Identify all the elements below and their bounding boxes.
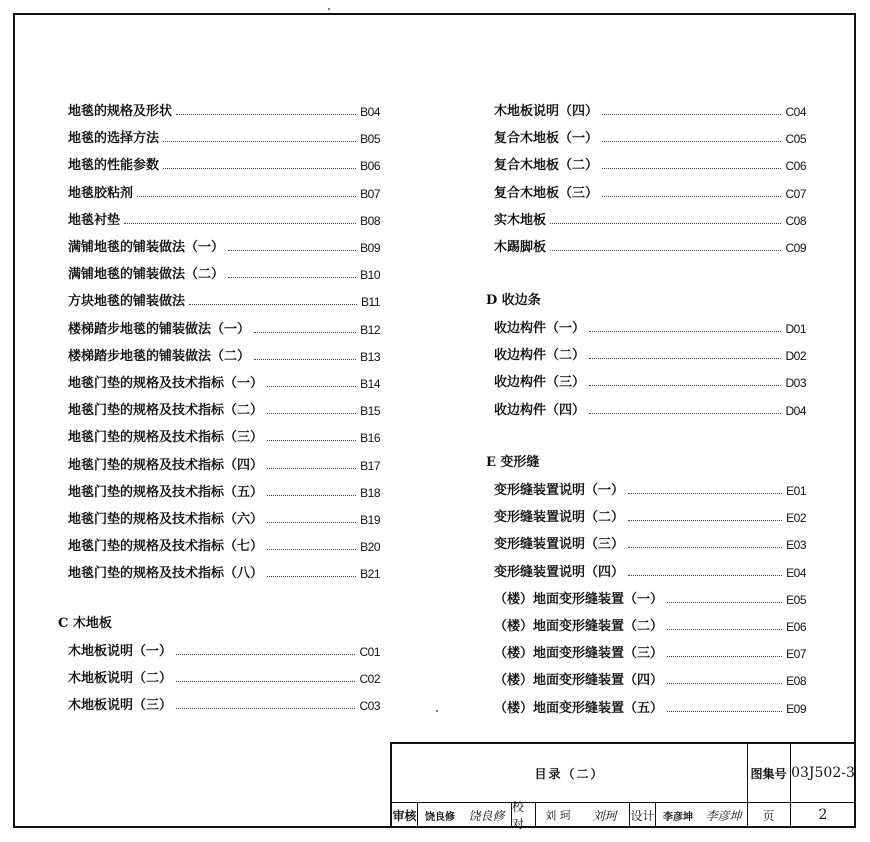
toc-entry-title: 收边构件（一） (494, 321, 586, 336)
toc-entry-code: C06 (785, 159, 806, 174)
leader-dots (176, 681, 355, 682)
leader-dots (602, 196, 781, 197)
leader-dots (176, 654, 355, 655)
toc-entry (494, 478, 806, 498)
reviewer-signature: 饶良修 (462, 802, 512, 828)
toc-entry-title: 复合木地板（二） (494, 158, 599, 174)
leader-dots (667, 629, 782, 630)
toc-entry (494, 235, 806, 255)
toc-entry-title: 变形缝装置说明（四） (494, 564, 625, 580)
leader-dots (267, 549, 356, 550)
toc-entry (494, 316, 806, 336)
leader-dots (667, 656, 782, 657)
toc-entry-title: 地毯的性能参数 (68, 158, 160, 174)
toc-entry-code: B16 (360, 431, 380, 446)
toc-entry (68, 344, 380, 364)
leader-dots (124, 223, 356, 224)
toc-entry-code: B09 (360, 241, 380, 255)
toc-entry-title: 木地板说明（四） (494, 104, 599, 119)
section-heading-c: C 木地板 (58, 616, 112, 631)
toc-entry-code: D02 (785, 349, 806, 364)
toc-entry (68, 639, 380, 659)
toc-entry-title: 变形缝装置说明（三） (494, 537, 625, 553)
toc-entry-title: 方块地毯的铺装做法 (68, 294, 186, 310)
leader-dots (628, 493, 782, 494)
toc-entry (68, 289, 380, 309)
toc-entry (68, 693, 380, 713)
toc-entry (494, 614, 806, 634)
toc-entry-title: 变形缝装置说明（二） (494, 510, 625, 526)
section-heading-e: E 变形缝 (486, 455, 540, 470)
toc-entry-code: E05 (786, 592, 806, 607)
toc-entry-code: E09 (786, 701, 806, 716)
page-number: 2 (818, 807, 828, 823)
leader-dots (267, 386, 356, 387)
toc-entry-title: 地毯衬垫 (68, 212, 121, 228)
toc-entry-title: 木地板说明（三） (68, 698, 173, 714)
toc-entry-title: （楼）地面变形缝装置（四） (494, 673, 664, 689)
leader-dots (589, 331, 781, 332)
leader-dots (267, 495, 356, 496)
toc-entry (68, 235, 380, 255)
toc-entry-title: 满铺地毯的铺装做法（二） (68, 267, 225, 283)
toc-entry-code: E04 (786, 565, 806, 580)
toc-entry-code: E03 (786, 538, 806, 553)
toc-entry (494, 153, 806, 173)
leader-dots (589, 385, 781, 386)
toc-entry (68, 99, 380, 119)
leader-dots (667, 602, 782, 603)
toc-entry (494, 641, 806, 661)
toc-entry-code: C05 (785, 132, 806, 147)
toc-entry (68, 507, 380, 527)
toc-entry-title: 地毯门垫的规格及技术指标（三） (68, 430, 264, 446)
toc-entry-title: 地毯门垫的规格及技术指标（五） (68, 484, 264, 500)
toc-entry-title: 地毯门垫的规格及技术指标（六） (68, 512, 264, 527)
toc-entry-title: 地毯门垫的规格及技术指标（八） (68, 566, 264, 582)
toc-entry-title: （楼）地面变形缝装置（三） (494, 646, 664, 662)
toc-entry-title: 变形缝装置说明（一） (494, 483, 625, 498)
toc-entry (68, 126, 380, 146)
toc-entry-title: 木地板说明（一） (68, 644, 173, 659)
toc-entry (494, 181, 806, 201)
toc-entry-code: B07 (360, 186, 380, 201)
toc-entry (68, 398, 380, 418)
leader-dots (602, 114, 781, 115)
toc-entry-code: B05 (360, 132, 380, 147)
toc-entry-title: 地毯的选择方法 (68, 131, 160, 147)
leader-dots (628, 575, 782, 576)
toc-entry-title: 地毯门垫的规格及技术指标（七） (68, 539, 264, 555)
toc-entry (494, 126, 806, 146)
checker-signature: 刘珂 (580, 802, 630, 828)
toc-entry (68, 153, 380, 173)
toc-entry (494, 505, 806, 525)
designer-name: 李彦坤 (663, 811, 693, 823)
designer-signature: 李彦坤 (705, 808, 742, 823)
atlas-number: 03J502-3 (791, 765, 855, 781)
toc-entry-code: B17 (360, 458, 380, 473)
toc-entry-code: B12 (360, 322, 380, 337)
toc-entry (494, 208, 806, 228)
toc-entry-title: （楼）地面变形缝装置（二） (494, 619, 664, 634)
toc-entry (494, 668, 806, 688)
toc-entry-code: B14 (360, 377, 380, 391)
leader-dots (267, 522, 356, 523)
toc-entry (68, 262, 380, 282)
toc-entry-title: 收边构件（四） (494, 402, 586, 418)
review-label: 审核 (392, 802, 418, 828)
toc-entry-code: D01 (785, 322, 806, 336)
checker-name: 刘 珂 (545, 809, 571, 822)
toc-entry-code: C07 (785, 186, 806, 201)
toc-entry (68, 317, 380, 337)
toc-entry (68, 453, 380, 473)
toc-entry-title: 地毯胶粘剂 (68, 185, 134, 201)
toc-entry-code: C08 (785, 213, 806, 228)
toc-entry (68, 371, 380, 391)
toc-entry (68, 561, 380, 581)
atlas-label: 图集号 (750, 766, 787, 781)
toc-entry-code: E01 (786, 484, 806, 498)
leader-dots (254, 359, 356, 360)
scan-speck (436, 710, 438, 712)
leader-dots (589, 413, 781, 414)
leader-dots (602, 168, 781, 169)
reviewer-name: 饶良修 (425, 811, 455, 823)
leader-dots (667, 683, 782, 684)
toc-entry-code: B04 (360, 105, 380, 119)
leader-dots (176, 114, 356, 115)
leader-dots (602, 141, 781, 142)
section-heading-d: D 收边条 (486, 293, 541, 308)
leader-dots (267, 468, 356, 469)
leader-dots (228, 250, 356, 251)
toc-entry-code: B11 (361, 295, 380, 310)
toc-entry-title: 楼梯踏步地毯的铺装做法（二） (68, 348, 251, 364)
leader-dots (163, 141, 356, 142)
toc-entry-code: E02 (786, 511, 806, 526)
toc-entry-code: B20 (360, 540, 380, 555)
toc-entry-code: D03 (785, 376, 806, 391)
toc-entry-code: E06 (786, 620, 806, 634)
toc-entry (494, 696, 806, 716)
leader-dots (589, 358, 781, 359)
leader-dots (267, 576, 356, 577)
leader-dots (628, 520, 782, 521)
toc-entry-code: D04 (785, 403, 806, 418)
toc-entry-code: B15 (360, 404, 380, 419)
scan-speck (328, 8, 330, 10)
toc-entry-title: 地毯的规格及形状 (68, 104, 173, 119)
toc-entry-code: B10 (360, 268, 380, 283)
toc-entry-title: 收边构件（二） (494, 348, 586, 364)
drawing-title: 目录（二） (534, 766, 605, 781)
toc-entry-code: B18 (360, 485, 380, 500)
toc-entry (68, 534, 380, 554)
toc-entry-title: 木地板说明（二） (68, 671, 173, 687)
toc-entry-code: B21 (360, 567, 380, 582)
toc-entry-code: B06 (360, 159, 380, 174)
toc-entry-title: （楼）地面变形缝装置（五） (494, 700, 664, 716)
toc-entry-code: C09 (785, 241, 806, 255)
leader-dots (628, 547, 782, 548)
toc-entry (494, 99, 806, 119)
check-label: 校对 (512, 802, 536, 828)
toc-entry (494, 370, 806, 390)
leader-dots (189, 304, 357, 305)
toc-entry-title: 满铺地毯的铺装做法（一） (68, 240, 225, 255)
toc-entry-title: （楼）地面变形缝装置（一） (494, 591, 664, 607)
page-label: 页 (762, 808, 775, 823)
toc-entry (68, 666, 380, 686)
toc-entry (494, 343, 806, 363)
toc-entry-code: C02 (359, 672, 380, 687)
leader-dots (667, 711, 782, 712)
toc-entry-code: B13 (360, 349, 380, 364)
toc-entry (494, 532, 806, 552)
leader-dots (550, 223, 781, 224)
toc-entry (494, 398, 806, 418)
leader-dots (267, 440, 356, 441)
toc-entry-title: 地毯门垫的规格及技术指标（四） (68, 457, 264, 473)
title-block (390, 742, 856, 831)
toc-entry-code: B19 (360, 513, 380, 527)
toc-entry-title: 实木地板 (494, 212, 547, 228)
toc-entry-title: 楼梯踏步地毯的铺装做法（一） (68, 321, 251, 337)
toc-entry-title: 地毯门垫的规格及技术指标（二） (68, 403, 264, 419)
toc-entry (494, 560, 806, 580)
toc-entry-title: 地毯门垫的规格及技术指标（一） (68, 376, 264, 391)
toc-entry (68, 208, 380, 228)
toc-entry-code: E08 (786, 674, 806, 689)
toc-entry-code: E07 (786, 647, 806, 662)
leader-dots (254, 332, 356, 333)
toc-entry-title: 收边构件（三） (494, 375, 586, 391)
toc-entry-code: C01 (359, 645, 380, 659)
toc-entry (68, 480, 380, 500)
toc-entry-code: B08 (360, 213, 380, 228)
toc-entry-code: C03 (359, 699, 380, 714)
leader-dots (550, 250, 781, 251)
leader-dots (163, 168, 356, 169)
design-label: 设计 (630, 802, 656, 828)
toc-entry (68, 425, 380, 445)
leader-dots (228, 277, 356, 278)
leader-dots (137, 196, 356, 197)
toc-entry-code: C04 (785, 105, 806, 119)
toc-entry (494, 587, 806, 607)
leader-dots (176, 708, 355, 709)
toc-entry-title: 木踢脚板 (494, 240, 547, 255)
leader-dots (267, 413, 356, 414)
toc-entry (68, 181, 380, 201)
toc-entry-title: 复合木地板（三） (494, 185, 599, 201)
toc-entry-title: 复合木地板（一） (494, 131, 599, 147)
